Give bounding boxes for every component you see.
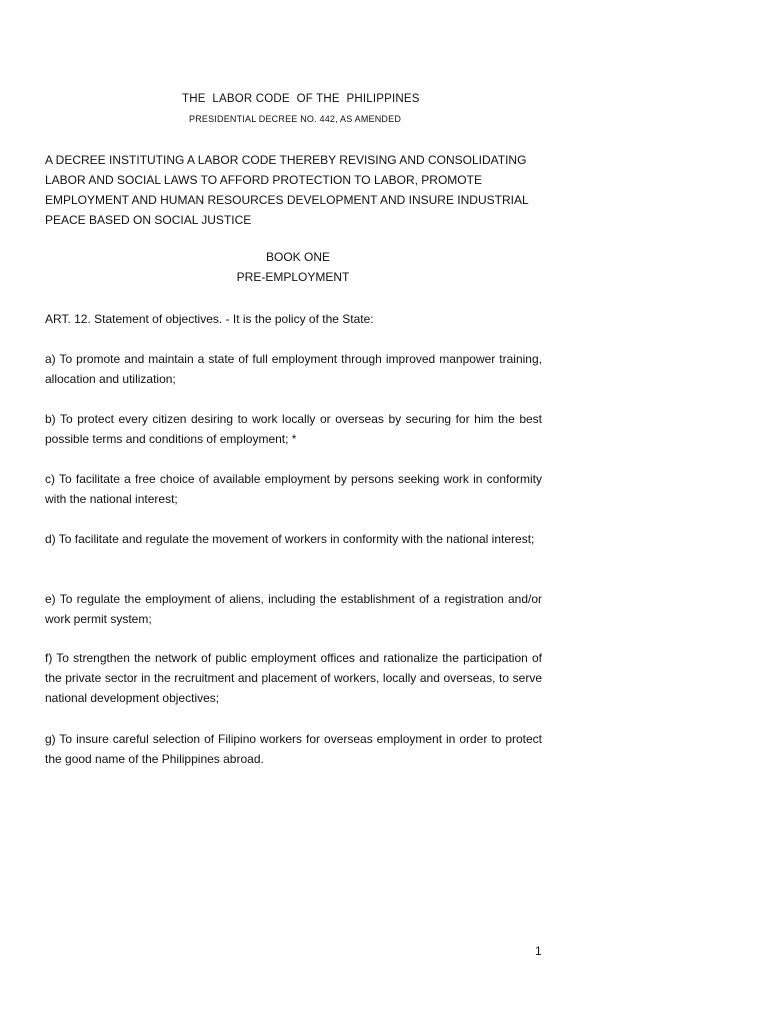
objective-item: b) To protect every citizen desiring to work locally or overseas by securing for him the best possible terms and conditions of employment; *	[45, 412, 542, 446]
document-subtitle: PRESIDENTIAL DECREE NO. 442, AS AMENDED	[189, 114, 402, 124]
objective-item: f) To strengthen the network of public employment offices and rationalize the participation of the private sector in the recruitment and placement of workers, locally and overseas, to serve national development objectives;	[45, 651, 542, 705]
book-subtitle: PRE-EMPLOYMENT	[236, 270, 350, 284]
decree-paragraph: A DECREE INSTITUTING A LABOR CODE THEREBY REVISING AND CONSOLIDATING LABOR AND SOCIAL LAWS TO AFFORD PROTECTION TO LABOR, PROMOTE EMPLOYMENT AND HUMAN RESOURCES DEVELOPMENT AND INSURE INDUSTRIAL PEACE BASED ON SOCIAL JUSTICE	[45, 153, 529, 227]
document-title: THE LABOR CODE OF THE PHILIPPINES	[182, 93, 420, 105]
page-number: 1	[535, 944, 542, 958]
objective-item: e) To regulate the employment of aliens, including the establishment of a registration and/or work permit system;	[45, 592, 542, 626]
book-title: BOOK ONE	[265, 250, 330, 264]
objective-item: g) To insure careful selection of Filipino workers for overseas employment in order to protect the good name of the Philippines abroad.	[45, 732, 542, 766]
objective-item: d) To facilitate and regulate the movement of workers in conformity with the national interest;	[45, 532, 535, 546]
objective-item: a) To promote and maintain a state of full employment through improved manpower training, allocation and utilization;	[45, 352, 542, 386]
article-heading: ART. 12. Statement of objectives. - It is the policy of the State:	[45, 312, 374, 326]
objective-item: c) To facilitate a free choice of available employment by persons seeking work in conformity with the national interest;	[45, 472, 542, 506]
